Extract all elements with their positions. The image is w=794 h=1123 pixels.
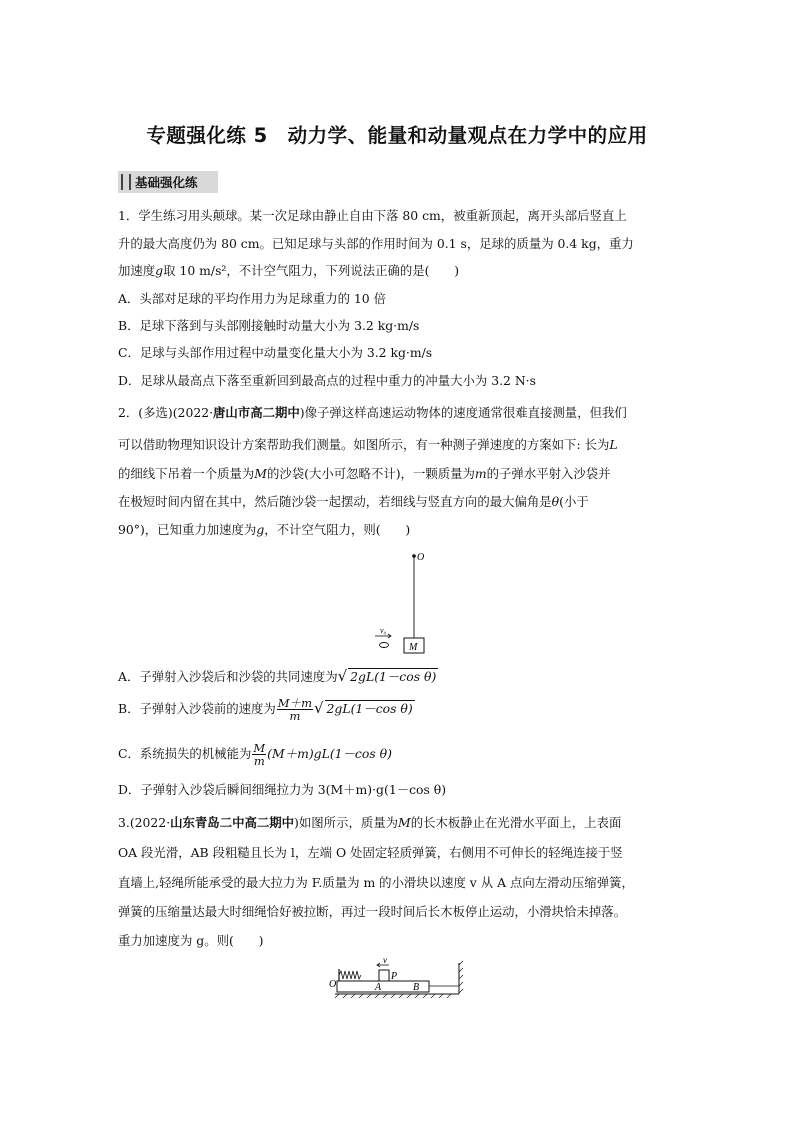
- q3-line-1-a: 3.(2022·: [118, 815, 171, 830]
- q2-option-c-text: C．系统损失的机械能为: [118, 746, 252, 761]
- q2-line-2-a: 可以借助物理知识设计方案帮助我们测量。如图所示，有一种测子弹速度的方案如下: 长为: [118, 437, 610, 452]
- section-marker-icon: [121, 174, 131, 190]
- q2-option-b-sqrt: 2gL(1－cos θ): [326, 701, 413, 716]
- label-P: P: [391, 971, 398, 982]
- wall-hatching: [459, 961, 463, 993]
- q2-line-3-c: 的子弹水平射入沙袋并: [486, 466, 611, 481]
- q1-line-3-a: 加速度: [118, 263, 156, 278]
- q2-option-d: D．子弹射入沙袋后瞬间细绳拉力为 3(M＋m)·g(1－cos θ): [118, 782, 447, 797]
- q2-option-b-text: B．子弹射入沙袋前的速度为: [118, 701, 276, 716]
- q2-line-1: [118, 405, 678, 421]
- board-spring-figure: [327, 955, 467, 1000]
- q3-line-1-b: )如图所示，质量为: [294, 815, 399, 830]
- label-A: A: [375, 982, 382, 993]
- q2-option-a: A．子弹射入沙袋后和沙袋的共同速度为√ 2gL(1－cos θ): [118, 667, 437, 685]
- page-title: 专题强化练 5 动力学、能量和动量观点在力学中的应用: [146, 124, 648, 147]
- q2-line-5: [118, 522, 678, 538]
- q2-line-1-b: )像子弹这样高速运动物体的速度通常很难直接测量，但我们: [299, 405, 627, 420]
- pendulum-figure: [362, 548, 442, 658]
- q1-option-c: C．足球与头部作用过程中动量变化量大小为 3.2 kg·m/s: [118, 345, 433, 360]
- q1-line-1: 1．学生练习用头颠球。某一次足球由静止自由下落 80 cm，被重新顶起，离开头部后竖直上: [118, 208, 627, 223]
- q3-var-M: M: [398, 815, 411, 830]
- q2-line-2: [118, 437, 678, 453]
- q2-line-5-b: ，不计空气阻力，则( ): [264, 522, 411, 537]
- q2-option-b: B．子弹射入沙袋前的速度为 $\frac{M+m}{m}$ √ 2gL(1－cos θ): [118, 696, 413, 723]
- section-header: [118, 171, 218, 193]
- q2-var-M: M: [254, 466, 267, 481]
- q2-option-b-numerator: M＋m: [277, 696, 312, 710]
- q3-line-2: OA 段光滑，AB 段粗糙且长为 l，左端 O 处固定轻质弹簧，右侧用不可伸长的轻绳连接于竖: [118, 845, 623, 860]
- q3-line-3: 直墙上,轻绳所能承受的最大拉力为 F.质量为 m 的小滑块以速度 v 从 A 点向左滑动压缩弹簧，: [118, 875, 634, 890]
- label-O: O: [329, 979, 337, 990]
- q2-line-1-a: 2．(多选)(2022·: [118, 405, 214, 420]
- q1-line-3: [118, 263, 678, 279]
- q2-var-L: L: [609, 437, 618, 452]
- q1-line-3-b: 取 10 m/s²，不计空气阻力，下列说法正确的是( ): [163, 263, 460, 278]
- spring: [339, 971, 361, 979]
- q2-option-c-expression: (M＋m)gL(1－cos θ): [267, 746, 392, 761]
- q3-source: 山东青岛二中高二期中: [170, 815, 295, 830]
- q2-option-c-numerator: M: [253, 741, 266, 755]
- label-O: O: [417, 552, 425, 563]
- q1-option-d: D．足球从最高点下落至重新回到最高点的过程中重力的冲量大小为 3.2 N·s: [118, 373, 536, 388]
- q2-line-4: [118, 494, 678, 510]
- q2-option-c: [118, 742, 678, 774]
- q2-line-5-a: 90°)，已知重力加速度为: [118, 522, 257, 537]
- q3-line-5: 重力加速度为 g。则( ): [118, 933, 264, 948]
- q3-line-1: [118, 815, 678, 831]
- slider-block: [379, 970, 389, 981]
- q2-line-3: [118, 466, 678, 482]
- q2-line-3-b: 的沙袋(大小可忽略不计)，一颗质量为: [266, 466, 475, 481]
- q1-line-2: 升的最大高度仍为 80 cm。已知足球与头部的作用时间为 0.1 s，足球的质量为 0.4 kg，重力: [118, 236, 634, 251]
- section-label: 基础强化练: [135, 175, 198, 190]
- q2-var-theta: θ: [551, 494, 560, 509]
- q2-source: 唐山市高二期中: [213, 405, 300, 420]
- label-v: v: [383, 955, 387, 965]
- q2-var-g: g: [256, 522, 265, 537]
- q1-var-g: g: [155, 263, 164, 278]
- label-M: M: [409, 642, 418, 653]
- ground-hatching: [335, 994, 451, 998]
- q3-line-4: 弹簧的压缩量达最大时细绳恰好被拉断，再过一段时间后长木板停止运动，小滑块恰未掉落。: [118, 904, 627, 919]
- label-B: B: [413, 982, 420, 993]
- q2-line-4-b: (小于: [559, 494, 589, 509]
- q1-option-a: A．头部对足球的平均作用力为足球重力的 10 倍: [118, 291, 387, 306]
- q2-option-c-denominator: m: [253, 754, 265, 768]
- q2-option-b-denominator: m: [289, 709, 301, 723]
- bullet-shape: [380, 643, 389, 648]
- q1-option-b: B．足球下落到与头部刚接触时动量大小为 3.2 kg·m/s: [118, 318, 420, 333]
- q2-line-3-a: 的细线下吊着一个质量为: [118, 466, 255, 481]
- label-v0: v₀: [380, 626, 387, 635]
- q3-line-1-c: 的长木板静止在光滑水平面上，上表面: [410, 815, 622, 830]
- q2-option-a-sqrt: 2gL(1－cos θ): [350, 669, 437, 684]
- q2-line-4-a: 在极短时间内留在其中，然后随沙袋一起摆动，若细线与竖直方向的最大偏角是: [118, 494, 552, 509]
- q2-option-a-text: A．子弹射入沙袋后和沙袋的共同速度为: [118, 669, 338, 684]
- q2-var-m: m: [474, 466, 487, 481]
